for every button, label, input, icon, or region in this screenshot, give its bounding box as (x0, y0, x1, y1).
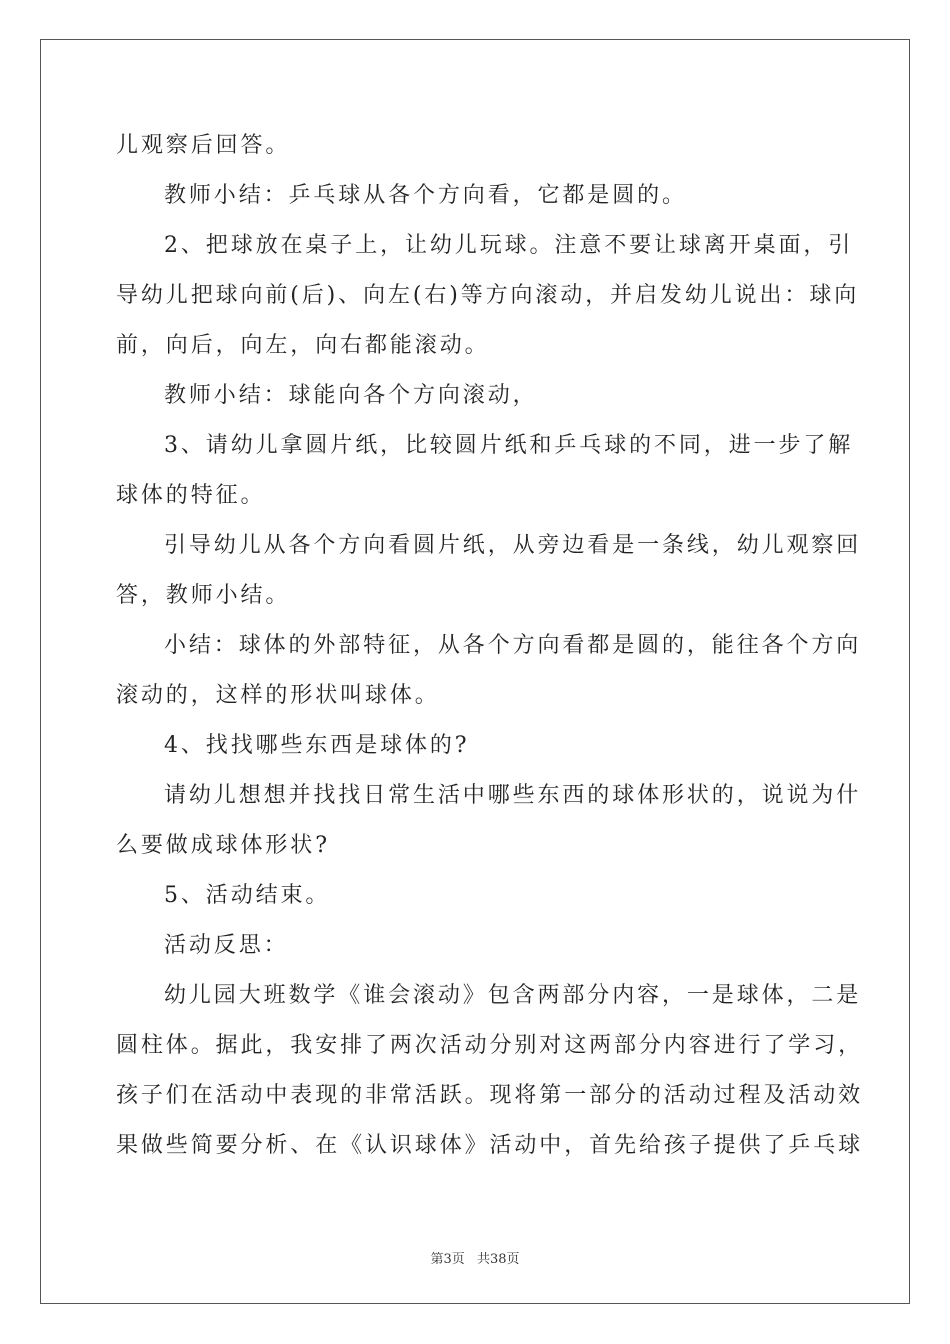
text-line: 前，向后，向左，向右都能滚动。 (116, 333, 490, 358)
text-line: 圆柱体。据此，我安排了两次活动分别对这两部分内容进行了学习， (116, 1033, 864, 1058)
text-line: 3、请幼儿拿圆片纸，比较圆片纸和乒乓球的不同，进一步了解 (164, 433, 854, 458)
page-footer (0, 1248, 950, 1267)
text-line: 么要做成球体形状? (116, 833, 330, 858)
text-line: 儿观察后回答。 (116, 133, 291, 158)
text-line: 活动反思： (164, 933, 289, 958)
text-line: 滚动的，这样的形状叫球体。 (116, 683, 440, 708)
text-line: 果做些简要分析、在《认识球体》活动中，首先给孩子提供了乒乓球 (116, 1133, 864, 1158)
page-total: 共38页 (476, 1252, 520, 1267)
text-line: 球体的特征。 (116, 483, 266, 508)
text-line: 小结：球体的外部特征，从各个方向看都是圆的，能往各个方向 (164, 633, 862, 658)
text-line: 引导幼儿从各个方向看圆片纸，从旁边看是一条线，幼儿观察回 (164, 533, 862, 558)
text-line: 答，教师小结。 (116, 583, 291, 608)
text-line: 4、找找哪些东西是球体的? (164, 733, 470, 758)
text-line: 请幼儿想想并找找日常生活中哪些东西的球体形状的，说说为什 (164, 783, 862, 808)
text-line: 导幼儿把球向前(后)、向左(右)等方向滚动，并启发幼儿说出：球向 (116, 283, 860, 308)
text-line: 2、把球放在桌子上，让幼儿玩球。注意不要让球离开桌面，引 (164, 233, 854, 258)
page-number: 第3页 (430, 1252, 465, 1267)
text-line: 幼儿园大班数学《谁会滚动》包含两部分内容，一是球体，二是 (164, 983, 862, 1008)
text-line: 教师小结：球能向各个方向滚动， (164, 383, 538, 408)
text-line: 孩子们在活动中表现的非常活跃。现将第一部分的活动过程及活动效 (116, 1083, 864, 1108)
text-line: 教师小结：乒乓球从各个方向看，它都是圆的。 (164, 183, 687, 208)
text-line: 5、活动结束。 (164, 883, 331, 908)
